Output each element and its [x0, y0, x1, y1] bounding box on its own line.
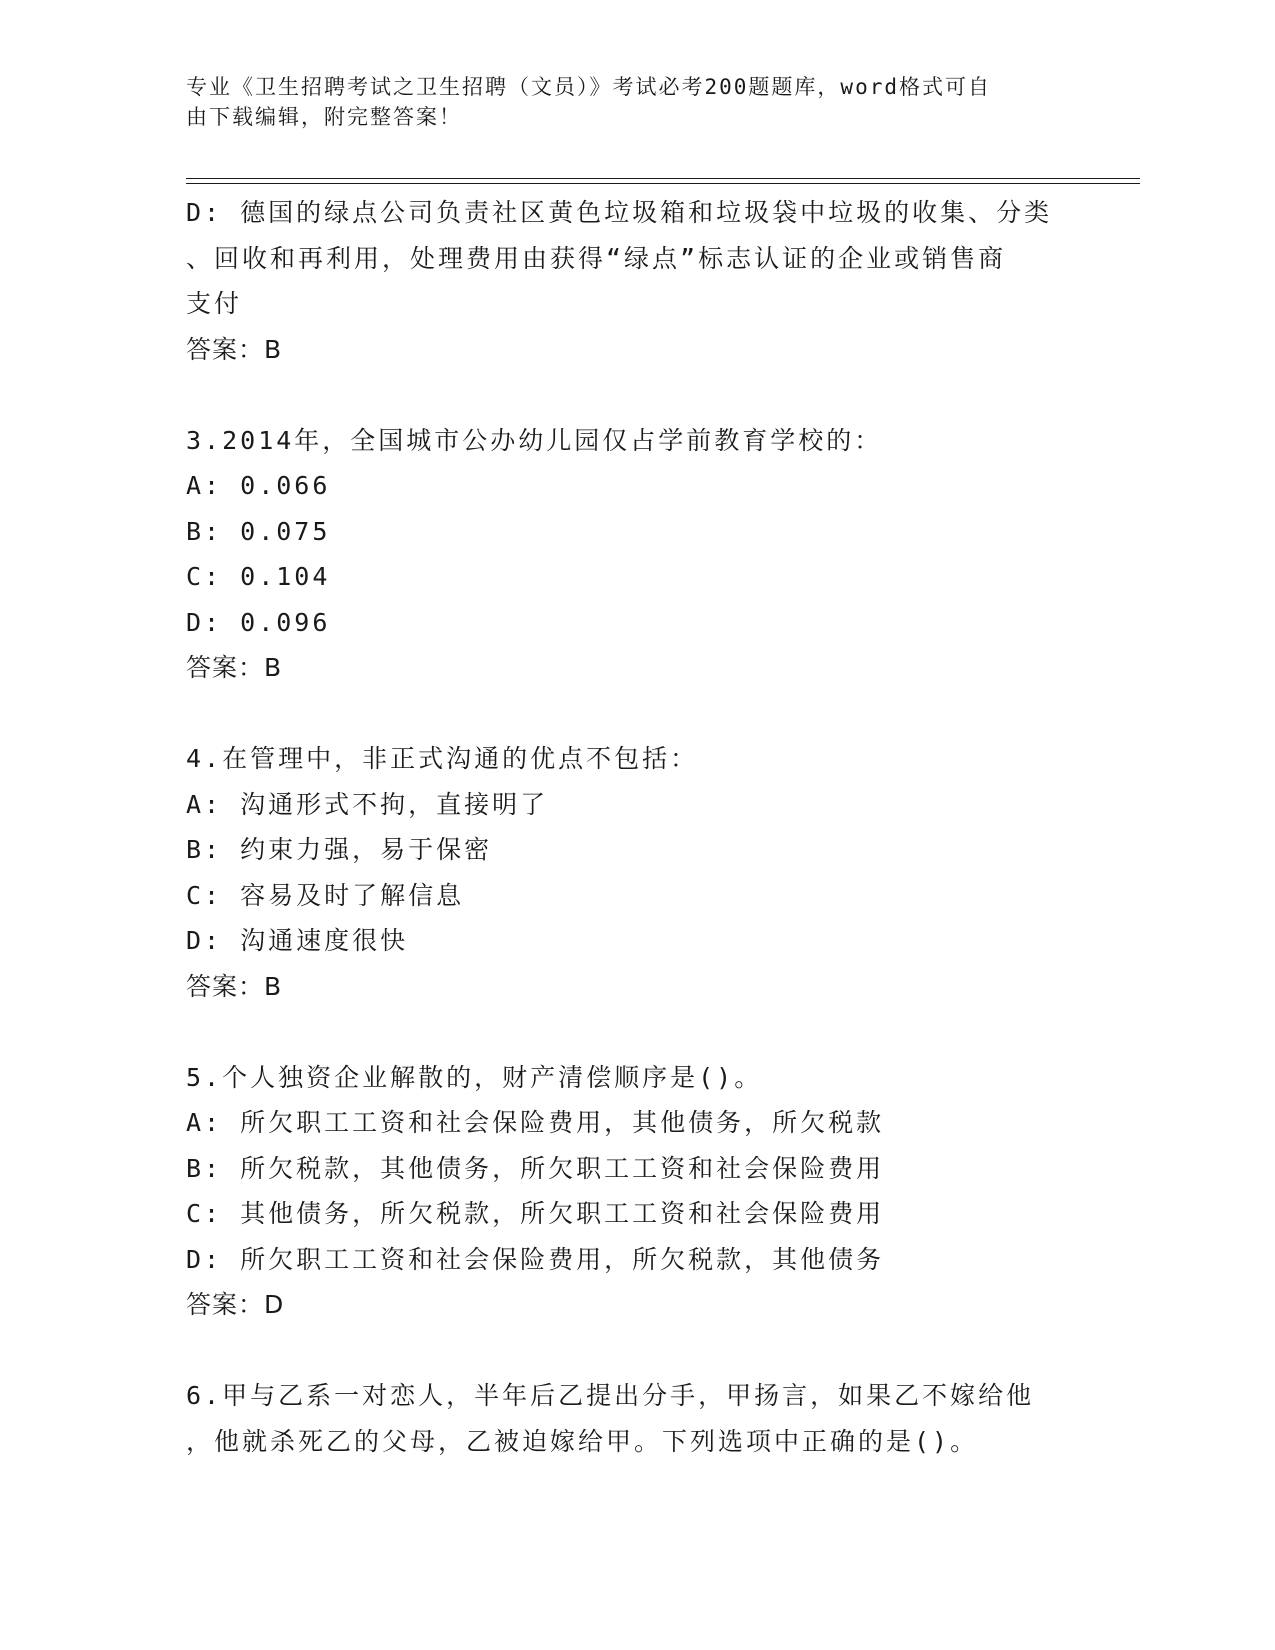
option-d-line-1: D: 德国的绿点公司负责社区黄色垃圾箱和垃圾袋中垃圾的收集、分类 — [186, 198, 1053, 227]
question-text-line-2: ，他就杀死乙的父母，乙被迫嫁给甲。下列选项中正确的是()。 — [186, 1426, 979, 1456]
question-5 — [186, 1055, 1086, 1328]
question-content — [186, 190, 1086, 1464]
option-d: D: 所欠职工工资和社会保险费用，所欠税款，其他债务 — [186, 1244, 885, 1274]
document-header — [186, 72, 1086, 132]
option-d: D: 0.096 — [186, 607, 331, 637]
spacer — [186, 691, 1086, 737]
option-c: C: 其他债务，所欠税款，所欠职工工资和社会保险费用 — [186, 1199, 885, 1228]
spacer — [186, 1009, 1086, 1055]
question-text: 4.在管理中，非正式沟通的优点不包括： — [186, 744, 699, 773]
option-d-line-2: 、回收和再利用，处理费用由获得“绿点”标志认证的企业或销售商 — [186, 243, 1007, 273]
question-6 — [186, 1373, 1086, 1464]
option-a: A: 0.066 — [186, 471, 331, 500]
answer-line: 答案：B — [186, 334, 283, 364]
header-divider-bottom — [186, 183, 1140, 184]
header-title-line-1: 专业《卫生招聘考试之卫生招聘（文员）》考试必考200题题库，word格式可自 — [186, 75, 991, 99]
question-text-line-1: 6.甲与乙系一对恋人，半年后乙提出分手，甲扬言，如果乙不嫁给他 — [186, 1381, 1035, 1410]
spacer — [186, 372, 1086, 418]
option-a: A: 沟通形式不拘，直接明了 — [186, 789, 549, 819]
spacer — [186, 1328, 1086, 1374]
header-divider-top — [186, 178, 1140, 179]
answer-line: 答案：B — [186, 653, 283, 682]
question-text: 5.个人独资企业解散的，财产清偿顺序是()。 — [186, 1062, 763, 1092]
option-b: B: 约束力强，易于保密 — [186, 835, 493, 864]
option-c: C: 0.104 — [186, 562, 331, 591]
option-c: C: 容易及时了解信息 — [186, 880, 465, 910]
option-d: D: 沟通速度很快 — [186, 926, 409, 955]
option-a: A: 所欠职工工资和社会保险费用，其他债务，所欠税款 — [186, 1108, 885, 1137]
question-3 — [186, 418, 1086, 691]
header-title-line-2: 由下载编辑，附完整答案！ — [186, 105, 462, 129]
option-b: B: 0.075 — [186, 516, 331, 546]
question-2-tail — [186, 190, 1086, 372]
answer-line: 答案：B — [186, 971, 283, 1001]
option-d-line-3: 支付 — [186, 289, 243, 318]
question-4 — [186, 736, 1086, 1009]
question-text: 3.2014年，全国城市公办幼儿园仅占学前教育学校的： — [186, 425, 883, 455]
answer-line: 答案：D — [186, 1290, 285, 1319]
option-b: B: 所欠税款，其他债务，所欠职工工资和社会保险费用 — [186, 1153, 885, 1183]
